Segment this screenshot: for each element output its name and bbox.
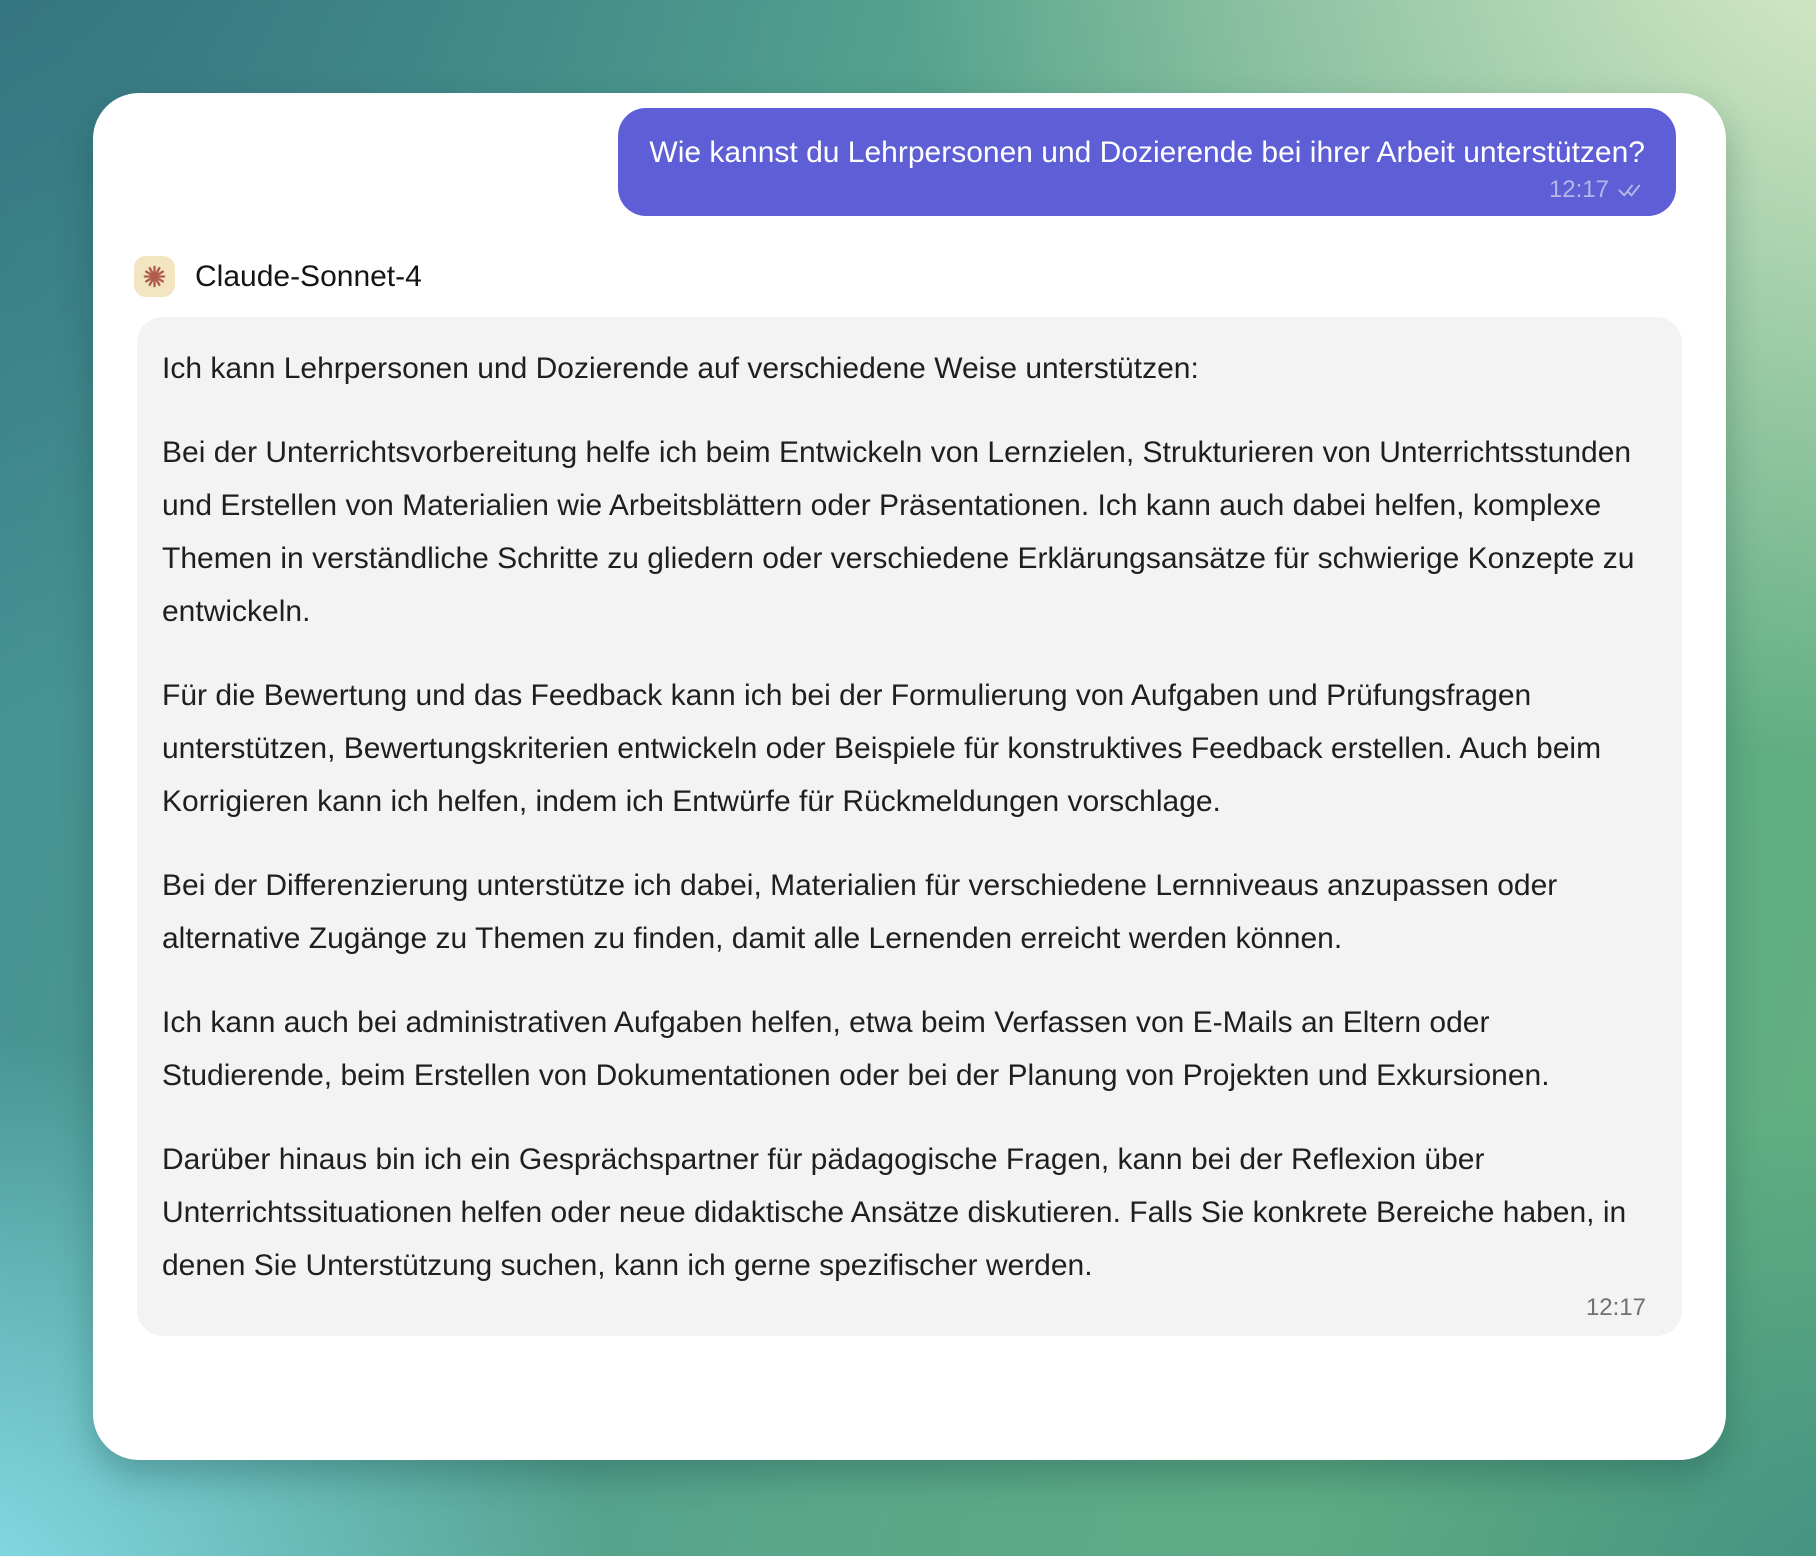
assistant-model-name: Claude-Sonnet-4 <box>195 259 422 293</box>
user-message-row <box>93 93 1726 216</box>
assistant-paragraph: Bei der Unterrichtsvorbereitung helfe ich beim Entwickeln von Lernzielen, Strukturieren von Unterrichtsstunden und Erstellen von Materialien wie Arbeitsblättern oder Präsentationen. Ich kann auch dabei helfen, komplexe Themen in verständliche Schritte zu gliedern oder verschiedene Erklärungsansätze für schwierige Konzepte zu entwickeln. <box>162 436 1635 628</box>
assistant-header <box>134 256 1726 297</box>
assistant-paragraph: Für die Bewertung und das Feedback kann ich bei der Formulierung von Aufgaben und Prüfungsfragen unterstützen, Bewertungskriterien entwickeln oder Beispiele für konstruktives Feedback erstellen. Auch beim Korrigieren kann ich helfen, indem ich Entwürfe für Rückmeldungen vorschlage. <box>162 679 1602 818</box>
assistant-paragraph: Darüber hinaus bin ich ein Gesprächspartner für pädagogische Fragen, kann bei der Reflexion über Unterrichtssituationen helfen oder neue didaktische Ansätze diskutieren. Falls Sie konkrete Bereiche haben, in denen Sie Unterstützung suchen, kann ich gerne spezifischer werden. <box>162 1143 1627 1282</box>
claude-avatar <box>134 256 175 297</box>
claude-starburst-icon <box>141 263 168 290</box>
assistant-message-text <box>162 342 1646 1292</box>
chat-window <box>93 93 1726 1460</box>
user-message-time: 12:17 <box>1548 176 1609 203</box>
user-message-text: Wie kannst du Lehrpersonen und Dozierende bei ihrer Arbeit unterstützen? <box>649 136 1645 169</box>
assistant-paragraph: Ich kann Lehrpersonen und Dozierende auf verschiedene Weise unterstützen: <box>162 352 1199 385</box>
user-message-bubble <box>618 108 1676 216</box>
assistant-paragraph: Bei der Differenzierung unterstütze ich dabei, Materialien für verschiedene Lernniveaus anzupassen oder alternative Zugänge zu Themen zu finden, damit alle Lernenden erreicht werden können. <box>162 869 1558 955</box>
double-check-icon <box>1618 182 1645 198</box>
assistant-paragraph: Ich kann auch bei administrativen Aufgaben helfen, etwa beim Verfassen von E-Mails an Eltern oder Studierende, beim Erstellen von Dokumentationen oder bei der Planung von Projekten und Exkursionen. <box>162 1006 1550 1092</box>
user-message-meta <box>649 176 1645 204</box>
assistant-message-time: 12:17 <box>1585 1294 1646 1321</box>
assistant-message-bubble <box>137 317 1682 1336</box>
